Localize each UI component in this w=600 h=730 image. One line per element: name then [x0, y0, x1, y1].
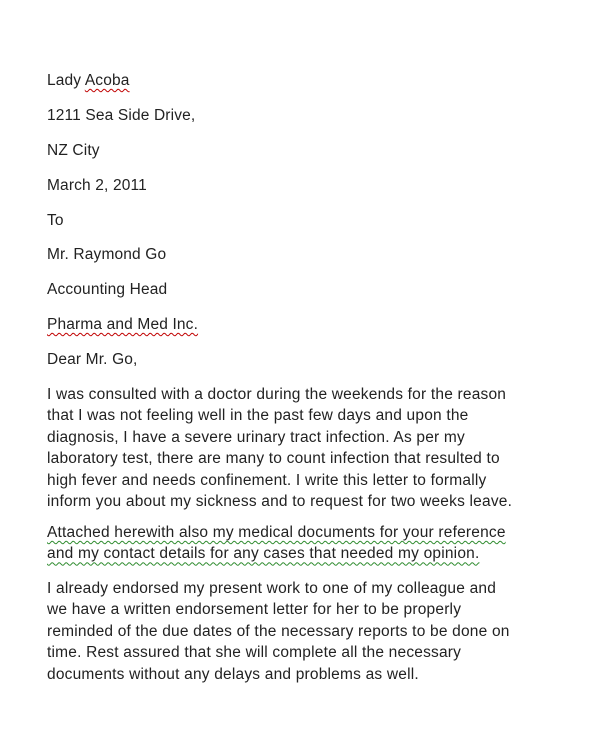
paragraph-line: we have a written endorsement letter for her to be properly [47, 601, 462, 619]
body-paragraph-2 [47, 522, 577, 565]
salutation: Dear Mr. Go, [47, 351, 138, 368]
recipient-company: Pharma and Med Inc. [47, 316, 199, 333]
paragraph-line: reminded of the due dates of the necessary reports to be done on [47, 622, 510, 640]
sender-name-first: Lady [47, 72, 85, 89]
paragraph-line: time. Rest assured that she will complete all the necessary [47, 644, 462, 662]
paragraph-line: diagnosis, I have a severe urinary tract infection. As per my [47, 428, 465, 446]
paragraph-line: high fever and needs confinement. I write this letter to formally [47, 471, 487, 489]
recipient-name: Mr. Raymond Go [47, 246, 167, 263]
paragraph-line: I was consulted with a doctor during the weekends for the reason [47, 386, 507, 403]
recipient-title: Accounting Head [47, 281, 168, 298]
paragraph-line: Attached herewith also my medical documents for your reference [47, 524, 506, 541]
sender-city: NZ City [47, 142, 100, 159]
body-paragraph-1 [47, 384, 577, 512]
body-paragraph-3 [47, 578, 577, 685]
sender-name-last: Acoba [84, 72, 130, 89]
paragraph-line: inform you about my sickness and to request for two weeks leave. [47, 493, 513, 511]
sender-address: 1211 Sea Side Drive, [47, 107, 196, 124]
paragraph-line: that I was not feeling well in the past few days and upon the [47, 407, 469, 425]
sender-name [47, 71, 130, 91]
to-label: To [47, 212, 64, 229]
paragraph-line: I already endorsed my present work to one of my colleague and [47, 580, 497, 597]
paragraph-line: laboratory test, there are many to count infection that resulted to [47, 450, 500, 468]
paragraph-line: and my contact details for any cases that needed my opinion. [47, 545, 480, 563]
letter-date: March 2, 2011 [47, 177, 147, 194]
paragraph-line: documents without any delays and problems as well. [47, 665, 419, 683]
